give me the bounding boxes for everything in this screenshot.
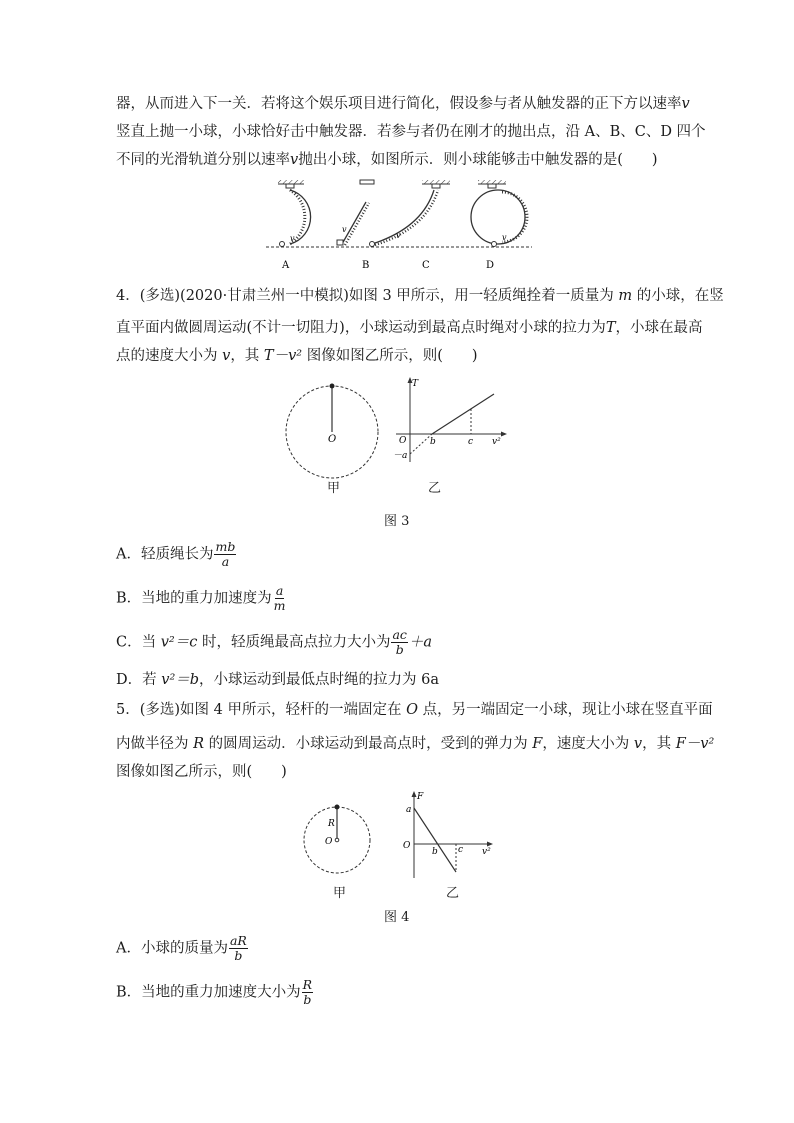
q4-line-3: 点的速度大小为 v，其 T－v² 图像如图乙所示，则( ) <box>116 348 478 364</box>
q3-line-2: 竖直上抛一小球，小球恰好击中触发器．若参与者仍在刚才的抛出点，沿 A、B、C、D 四个 <box>116 124 706 140</box>
svg-text:v²: v² <box>492 437 501 447</box>
track-d <box>471 180 527 247</box>
figure-4-label-yi: 乙 <box>446 886 460 901</box>
q4-option-d: D．若 v²＝b，小球运动到最低点时绳的拉力为 6a <box>116 672 440 688</box>
figure-3-graph <box>392 376 510 480</box>
q5-line-3: 图像如图乙所示，则( ) <box>116 764 287 780</box>
figure-4-label-jia: 甲 <box>333 886 347 901</box>
svg-text:T: T <box>412 379 419 389</box>
q5-line-2: 内做半径为 R 的圆周运动．小球运动到最高点时，受到的弹力为 F，速度大小为 v，其 F－v² <box>116 736 715 752</box>
figure-3-label-yi: 乙 <box>428 481 442 496</box>
figure-4-graph <box>398 790 498 882</box>
figure-3-caption: 图 3 <box>384 514 410 529</box>
svg-text:O: O <box>325 837 333 847</box>
svg-text:v: v <box>342 225 347 234</box>
svg-text:－a: －a <box>393 451 408 461</box>
svg-text:O: O <box>399 436 407 446</box>
track-label-c: C <box>422 260 430 271</box>
track-a <box>278 180 311 247</box>
svg-text:v: v <box>290 234 295 243</box>
track-b <box>337 180 374 245</box>
q4-line-1: 4．(多选)(2020·甘肃兰州一中模拟)如图 3 甲所示，用一轻质绳拴着一质量为 m 的小球，在竖 <box>116 288 724 304</box>
svg-text:c: c <box>458 845 464 855</box>
figure-4-circle <box>300 800 374 880</box>
q5-option-a: A．小球的质量为 $\frac{aR}{b}$ <box>116 933 247 963</box>
figure-3-circle <box>282 380 382 492</box>
svg-text:F: F <box>417 792 424 802</box>
svg-text:v²: v² <box>482 847 491 857</box>
svg-text:b: b <box>432 847 438 857</box>
svg-text:c: c <box>468 437 474 447</box>
svg-text:O: O <box>403 841 411 851</box>
svg-text:a: a <box>406 805 412 815</box>
svg-text:v: v <box>502 233 507 242</box>
svg-text:v: v <box>396 231 401 240</box>
svg-text:b: b <box>430 437 436 447</box>
track-c <box>370 180 451 247</box>
q3-line-3: 不同的光滑轨道分别以速率v抛出小球，如图所示．则小球能够击中触发器的是( ) <box>116 152 658 168</box>
q4-option-b: B．当地的重力加速度为 $\frac{a}{m}$ <box>116 583 286 613</box>
q5-line-1: 5．(多选)如图 4 甲所示，轻杆的一端固定在 O 点，另一端固定一小球，现让小球在竖直平面 <box>116 702 713 718</box>
track-label-d: D <box>486 260 495 271</box>
track-figure <box>262 176 538 272</box>
figure-3-label-jia: 甲 <box>327 481 341 496</box>
q3-line-1: 器，从而进入下一关．若将这个娱乐项目进行简化，假设参与者从触发器的正下方以速率v <box>116 96 690 112</box>
q4-line-2: 直平面内做圆周运动(不计一切阻力)，小球运动到最高点时绳对小球的拉力为T，小球在最高 <box>116 320 703 336</box>
q4-option-a: A．轻质绳长为 $\frac{mb}{a}$ <box>116 539 236 569</box>
q4-option-c: C．当 v²＝c 时，轻质绳最高点拉力大小为 $\frac{ac}{b}$ ＋a <box>116 627 433 657</box>
svg-text:O: O <box>328 434 337 445</box>
track-label-a: A <box>282 260 290 271</box>
svg-text:R: R <box>328 819 335 829</box>
q5-option-b: B．当地的重力加速度大小为 $\frac{R}{b}$ <box>116 977 313 1007</box>
track-label-b: B <box>362 260 370 271</box>
figure-4-caption: 图 4 <box>384 910 410 925</box>
